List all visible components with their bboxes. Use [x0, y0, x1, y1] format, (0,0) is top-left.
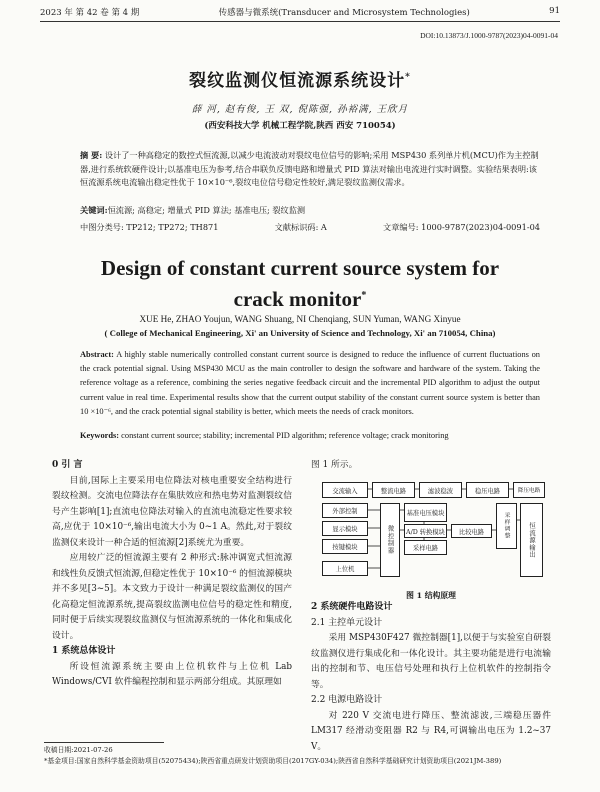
- diagram-ext-control: 外部控制: [322, 503, 368, 518]
- footnote: [44, 745, 556, 767]
- left-column: [52, 458, 292, 691]
- diagram-adjust: 采样调整: [496, 503, 517, 549]
- journal-name: 传感器与微系统(Transducer and Microsystem Technologies): [218, 8, 470, 18]
- diagram-compare: 比较电路: [451, 524, 492, 538]
- cn-affiliation: (西安科技大学 机械工程学院,陕西 西安 710054): [204, 121, 396, 131]
- diagram-ref-voltage: 基准电压模块: [404, 503, 447, 522]
- diagram-adda: A/D 转换模块: [404, 524, 447, 538]
- diagram-display: 显示模块: [322, 521, 368, 536]
- paragraph: 对 220 V 交流电进行降压、整流滤波,三端稳压器件 LM317 经滑动变阻器 R2 与 R4,可调输出电压为 1.2~37 V。: [311, 710, 551, 752]
- section-heading: 2 系统硬件电路设计: [311, 602, 393, 612]
- clc-number: 中图分类号: TP212; TP272; TH871: [80, 222, 219, 232]
- diagram-rectifier: 整流电路: [372, 482, 415, 498]
- en-authors: XUE He, ZHAO Youjun, WANG Shuang, NI Chenqiang, SUN Yuman, WANG Xinyue: [139, 314, 461, 324]
- paragraph: 目前,国际上主要采用电位降法对核电重要安全结构进行裂纹检测。交流电位降法存在集肤效应和热电势对监测裂纹信号产生影响[1];直流电位降法对输入的直流电流稳定性要求较高,应优于 10×10⁻⁶,输出电流大小为 0~1 A。然此,对于裂纹监测仪来设计一种合适的恒流源[2]系统尤为重要。: [52, 475, 292, 548]
- paragraph: 所设恒流源系统主要由上位机软件与上位机 Lab Windows/CVI 软件编程控制和显示两部分组成。其原理如: [52, 661, 292, 687]
- right-column: [311, 600, 551, 755]
- cn-authors: 薛 河, 赵有俊, 王 双, 倪陈强, 孙裕满, 王欣月: [191, 104, 409, 115]
- page-number: 91: [549, 6, 560, 16]
- diagram-sample: 采样电路: [404, 540, 447, 555]
- journal-issue: 2023 年 第 42 卷 第 4 期: [40, 8, 140, 18]
- en-abstract-text: A highly stable numerically controlled constant current source is designed to reduce the influence of current fluctuations on the crack potential signal. Using MSP430 MCU as the main controller to design the software and hardware of the system. Taking the reference voltage as a reference, combining the series negative feedback circuit and the incremental PID algorithm to adjust the output current value in real time. Experimental results show that the current output stability of the constant current source system is better than 10 ×10⁻⁶, and the crack potential signal stability is better, which meets the needs of crack monitors.: [80, 350, 540, 416]
- en-abstract: [80, 348, 540, 419]
- cn-abstract: [80, 149, 540, 190]
- article-number: 文章编号: 1000-9787(2023)04-0091-04: [383, 222, 540, 232]
- diagram-output: 恒流源输出: [520, 503, 543, 577]
- en-keywords-label: Keywords:: [80, 431, 120, 440]
- section-heading: 0 引 言: [52, 460, 83, 470]
- structure-diagram: [320, 480, 545, 588]
- diagram-pc: 上位机: [322, 561, 368, 576]
- subsection-heading: 2.2 电源电路设计: [311, 695, 383, 705]
- subsection-heading: 2.1 主控单元设计: [311, 617, 383, 628]
- received-date: 收稿日期:2021-07-26: [44, 746, 113, 754]
- cn-abstract-text: 设计了一种高稳定的数控式恒流源,以减少电流波动对裂纹电位信号的影响;采用 MSP430 系列单片机(MCU)作为主控制器,进行系统软硬件设计;以基准电压为参考,结合串联负反馈电路和增量式 PID 算法对输出电流进行实时调整。实验结果表明:该恒流源系统电流输出稳定性优于 10×10⁻⁶,裂纹电位信号稳定性较好,满足裂纹监测仪需求。: [80, 150, 539, 187]
- diagram-keys: 按键模块: [322, 539, 368, 554]
- diagram-filter: 滤波稳波: [419, 482, 462, 498]
- paragraph: 应用较广泛的恒流源主要有 2 种形式:脉冲调宽式恒流源和线性负反馈式恒流源,但稳定性优于 10×10⁻⁶ 的恒流源模块并不多见[3~5]。本文致力于设计一种满足裂纹监测仪的国产化高稳定恒流源系统,提高裂纹监测电位信号的稳定性和精度,同时便于后续实现裂纹监测仪与恒流源系统的一体化和集成化设计。: [52, 553, 292, 641]
- cn-keywords: 关键词:恒流源; 高稳定; 增量式 PID 算法; 基准电压; 裂纹监测: [80, 205, 306, 215]
- diagram-ac-input: 交流输入: [322, 482, 368, 498]
- diagram-buck: 降压电路: [513, 482, 545, 498]
- running-head: [40, 6, 560, 20]
- fund-note: *基金项目:国家自然科学基金资助项目(52075434);陕西省重点研发计划资助项目(2017GY-034);陕西省自然科学基础研究计划资助项目(2021JM-389): [44, 757, 502, 765]
- doc-code: 文献标识码: A: [274, 222, 327, 232]
- figure-caption: 图 1 结构原理: [406, 591, 456, 600]
- en-abstract-label: Abstract:: [80, 350, 114, 359]
- en-keywords: Keywords: constant current source; stability; incremental PID algorithm; reference voltage; crack monitoring: [80, 431, 449, 440]
- figure-intro: 图 1 所示。: [311, 460, 358, 470]
- cn-classification: [80, 222, 540, 233]
- cn-title: 裂纹监测仪恒流源系统设计*: [189, 71, 411, 91]
- cn-keywords-label: 关键词:: [80, 205, 108, 215]
- section-heading: 1 系统总体设计: [52, 646, 116, 656]
- diagram-mcu: 微控制器: [380, 503, 400, 577]
- header-rule: [40, 21, 560, 22]
- doi[interactable]: DOI:10.13873/J.1000-9787(2023)04-0091-04: [420, 31, 558, 40]
- footnote-rule: [44, 742, 164, 743]
- en-affiliation: ( College of Mechanical Engineering, Xi' an University of Science and Technology, Xi' an 710054, China): [104, 328, 496, 338]
- en-title: Design of constant current source system for crack monitor*: [100, 256, 500, 311]
- diagram-regulator: 稳压电路: [466, 482, 509, 498]
- cn-abstract-label: 摘 要:: [80, 150, 103, 160]
- paragraph: 采用 MSP430F427 微控制器[1],以便于与实验室自研裂纹监测仪进行集成化和一体化设计。其主要功能是进行电流输出的控制和节、电压信号处理和执行上位机软件的控制指令等。: [311, 633, 551, 690]
